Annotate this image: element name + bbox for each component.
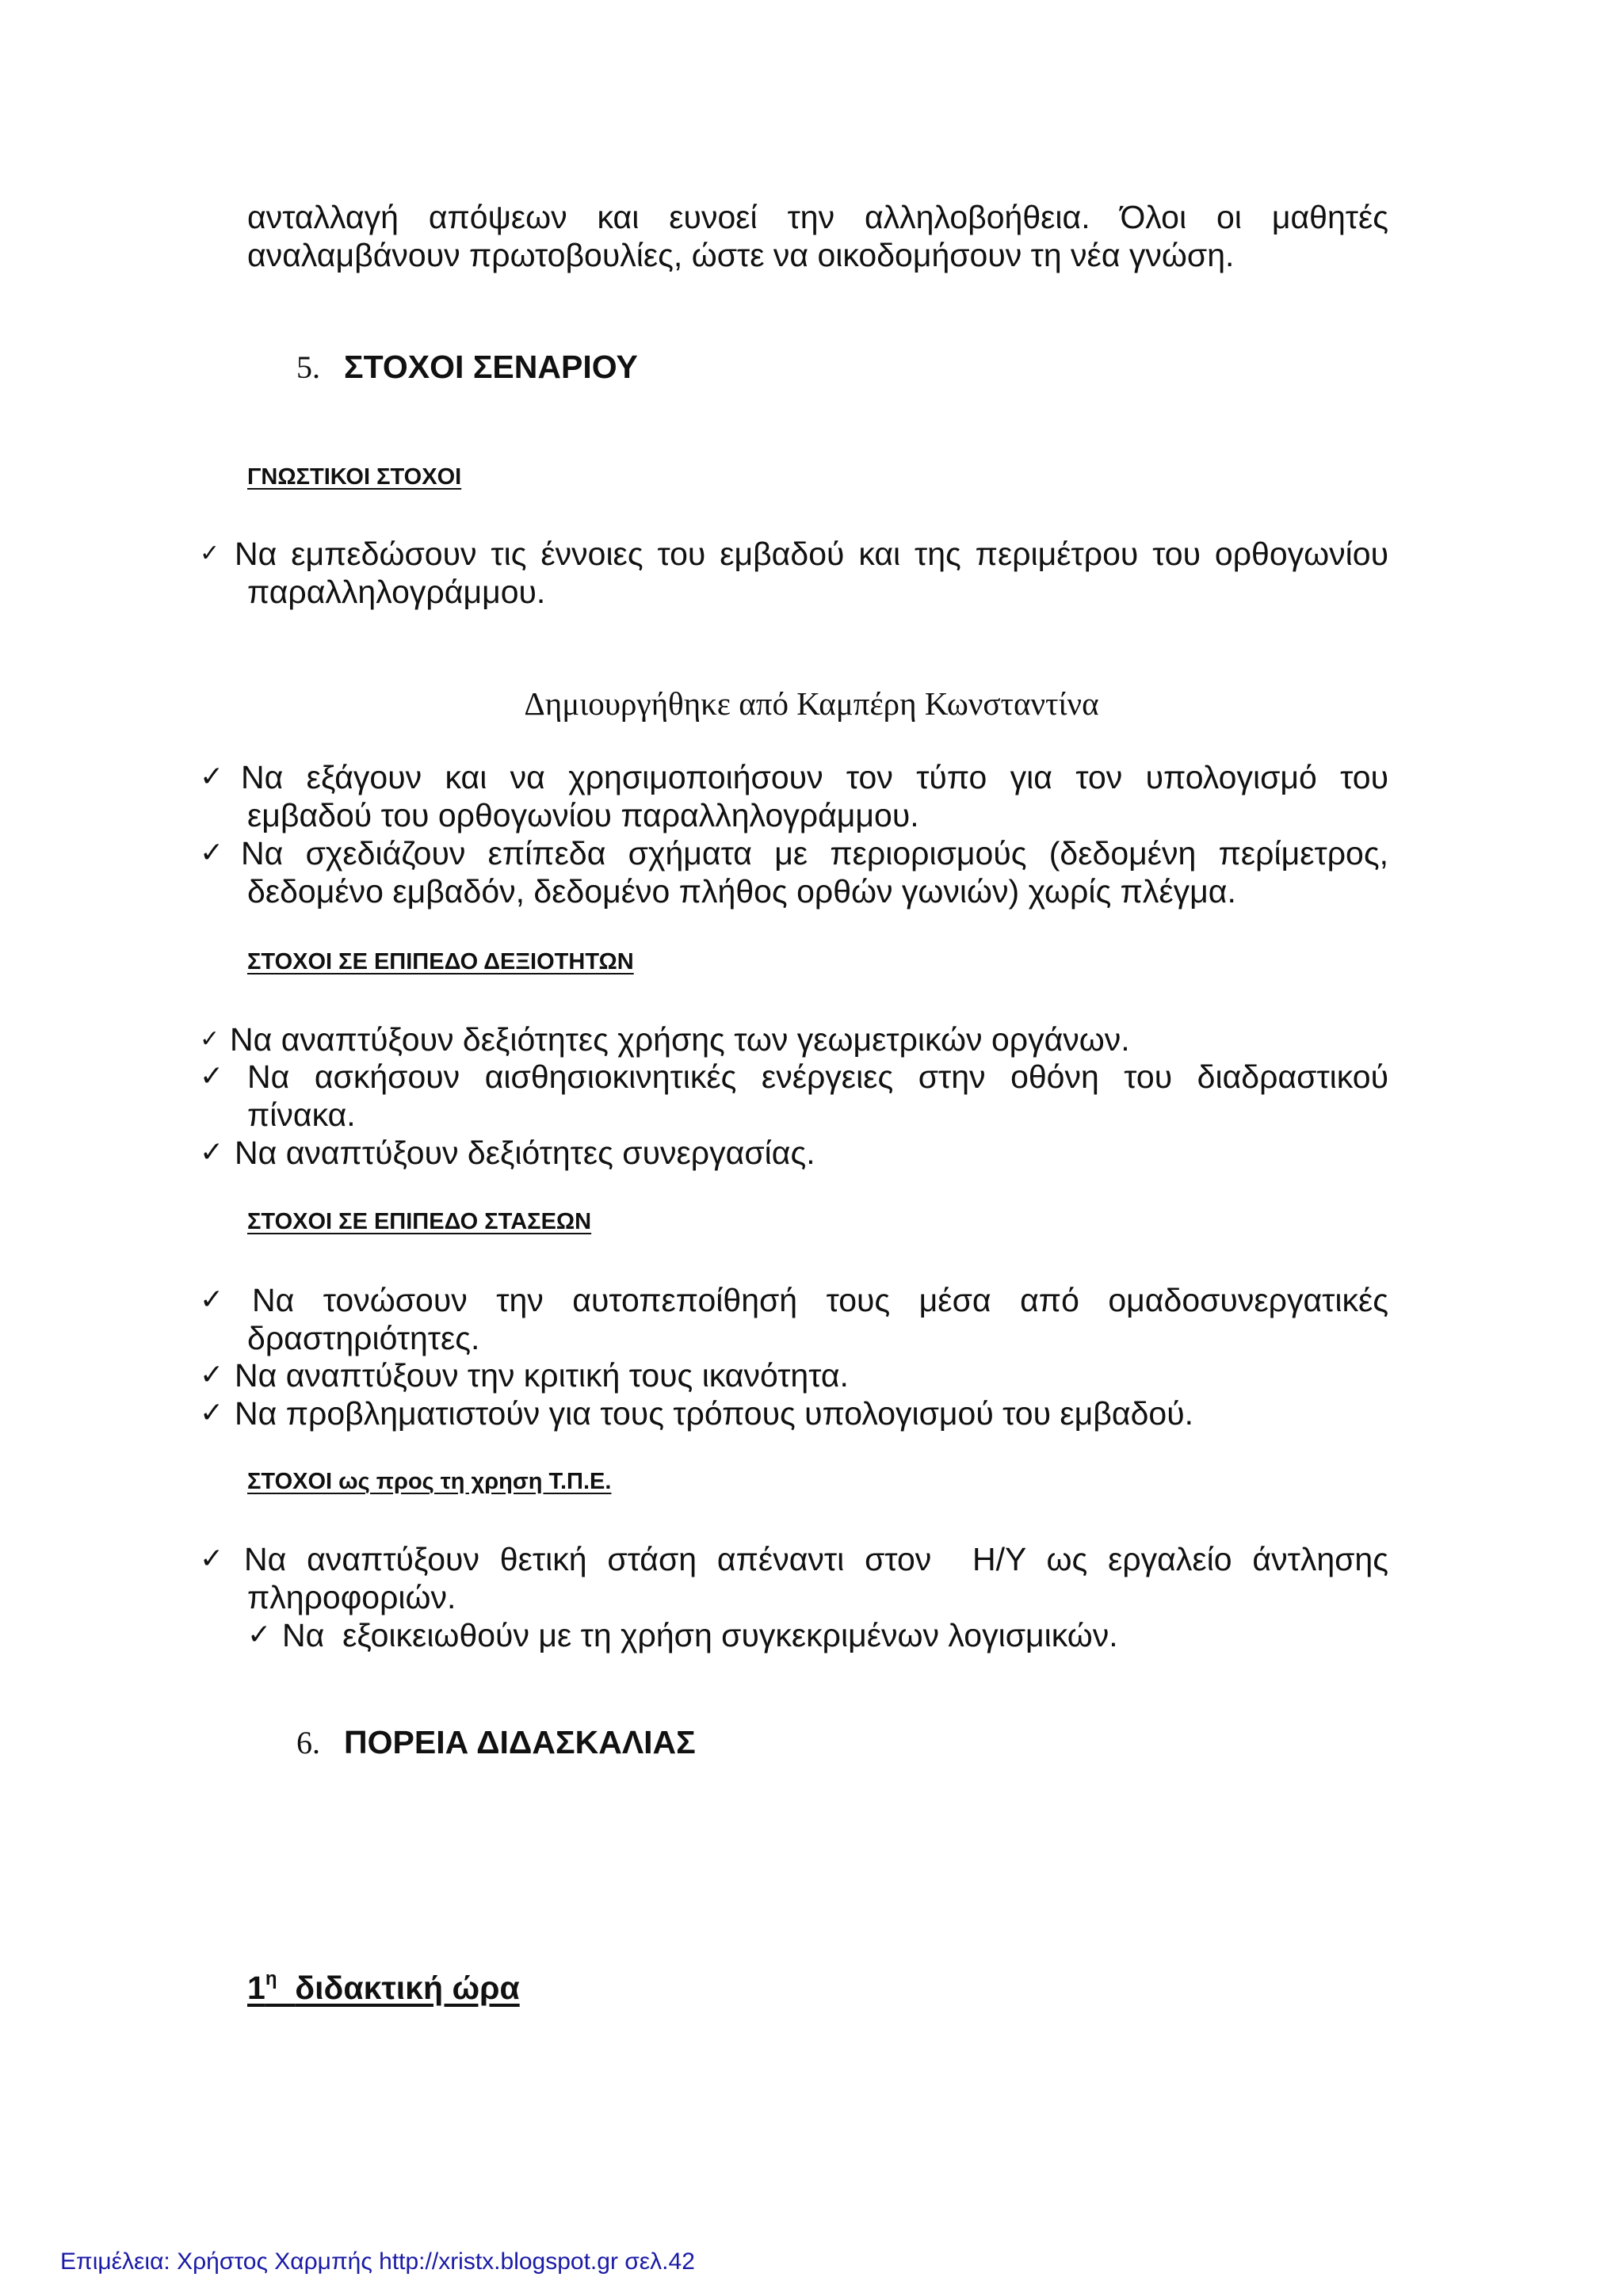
cognitive-goals-heading: ΓΝΩΣΤΙΚΟΙ ΣΤΟΧΟΙ (247, 464, 462, 490)
cognitive-goal-3-line-1: Να σχεδιάζουν επίπεδα σχήματα με περιορισμούς (δεδομένη περίμετρος, (241, 835, 1388, 871)
cognitive-goal-1-line-1: Να εμπεδώσουν τις έννοιες του εμβαδού και της περιμέτρου του ορθογωνίου (235, 536, 1388, 572)
intro-line-1: ανταλλαγή απόψεων και ευνοεί την αλληλοβοήθεια. Όλοι οι μαθητές (247, 199, 1388, 235)
cognitive-goal-3-line-2: δεδομένο εμβαδόν, δεδομένο πλήθος ορθών γωνιών) χωρίς πλέγμα. (247, 873, 1236, 910)
attitude-goal-1-line-2: δραστηριότητες. (247, 1320, 480, 1356)
check-icon: ✓ (200, 540, 220, 567)
cognitive-goal-2 (241, 758, 1388, 834)
ict-goal-1 (244, 1540, 1388, 1616)
teaching-hour-heading (247, 1968, 520, 2007)
attitude-goal-2: Να αναπτύξουν την κριτική τους ικανότητα. (235, 1357, 849, 1394)
cognitive-goal-2-line-2: εμβαδού του ορθογωνίου παραλληλογράμμου. (247, 797, 919, 833)
skills-goal-3: Να αναπτύξουν δεξιότητες συνεργασίας. (235, 1135, 815, 1171)
attitude-goal-1 (247, 1281, 1388, 1357)
check-icon: ✓ (200, 1543, 224, 1575)
section-6-heading (296, 1724, 696, 1761)
skills-goal-2 (247, 1058, 1388, 1134)
cognitive-goal-1 (235, 535, 1388, 611)
cognitive-goal-3 (241, 834, 1388, 910)
section-5-title: ΣΤΟΧΟΙ ΣΕΝΑΡΙΟΥ (344, 349, 638, 385)
section-5-number: 5. (296, 349, 320, 385)
section-6-title: ΠΟΡΕΙΑ ΔΙΔΑΣΚΑΛΙΑΣ (344, 1724, 696, 1760)
page-footer: Επιμέλεια: Χρήστος Χαρμπής http://xristx.blogspot.gr σελ.42 (60, 2248, 695, 2275)
intro-line-2: αναλαμβάνουν πρωτοβουλίες, ώστε να οικοδομήσουν τη νέα γνώση. (247, 237, 1235, 273)
ict-goal-2: Να εξοικειωθούν με τη χρήση συγκεκριμένων λογισμικών. (282, 1617, 1118, 1653)
check-icon: ✓ (200, 761, 224, 793)
check-icon: ✓ (200, 1060, 224, 1093)
check-icon: ✓ (200, 1136, 224, 1169)
skills-goal-2-line-1: Να ασκήσουν αισθησιοκινητικές ενέργειες στην οθόνη του διαδραστικού (247, 1058, 1388, 1095)
skills-goal-1: Να αναπτύξουν δεξιότητες χρήσης των γεωμετρικών οργάνων. (230, 1021, 1130, 1058)
ict-goals-heading: ΣΤΟΧΟΙ ως προς τη χρηση Τ.Π.Ε. (247, 1469, 612, 1494)
check-icon: ✓ (200, 1397, 224, 1429)
teaching-hour-superscript: η (265, 1968, 277, 1989)
check-icon: ✓ (200, 1283, 224, 1316)
ict-goal-1-line-1: Να αναπτύξουν θετική στάση απέναντι στον Η/Υ ως εργαλείο άντλησης (244, 1541, 1388, 1577)
skills-goal-2-line-2: πίνακα. (247, 1097, 356, 1133)
teaching-hour-ordinal: 1 (247, 1970, 265, 2006)
attitude-goal-3: Να προβληματιστούν για τους τρόπους υπολογισμού του εμβαδού. (235, 1395, 1194, 1432)
check-icon: ✓ (200, 837, 224, 869)
check-icon: ✓ (200, 1025, 220, 1053)
skills-goals-heading: ΣΤΟΧΟΙ ΣΕ ΕΠΙΠΕΔΟ ΔΕΞΙΟΤΗΤΩΝ (247, 949, 634, 974)
check-icon: ✓ (247, 1619, 272, 1651)
intro-paragraph (247, 198, 1388, 274)
section-6-number: 6. (296, 1725, 320, 1760)
teaching-hour-label: διδακτική ώρα (295, 1970, 520, 2006)
cognitive-goal-1-line-2: παραλληλογράμμου. (247, 574, 546, 610)
check-icon: ✓ (200, 1359, 224, 1391)
section-5-heading (296, 349, 638, 386)
creator-note: Δημιουργήθηκε από Καμπέρη Κωνσταντίνα (524, 685, 1099, 722)
ict-goal-1-line-2: πληροφοριών. (247, 1579, 456, 1615)
cognitive-goal-2-line-1: Να εξάγουν και να χρησιμοποιήσουν τον τύπο για τον υπολογισμό του (241, 759, 1388, 795)
attitude-goal-1-line-1: Να τονώσουν την αυτοπεποίθησή τους μέσα από ομαδοσυνεργατικές (252, 1282, 1388, 1318)
attitude-goals-heading: ΣΤΟΧΟΙ ΣΕ ΕΠΙΠΕΔΟ ΣΤΑΣΕΩΝ (247, 1209, 592, 1234)
